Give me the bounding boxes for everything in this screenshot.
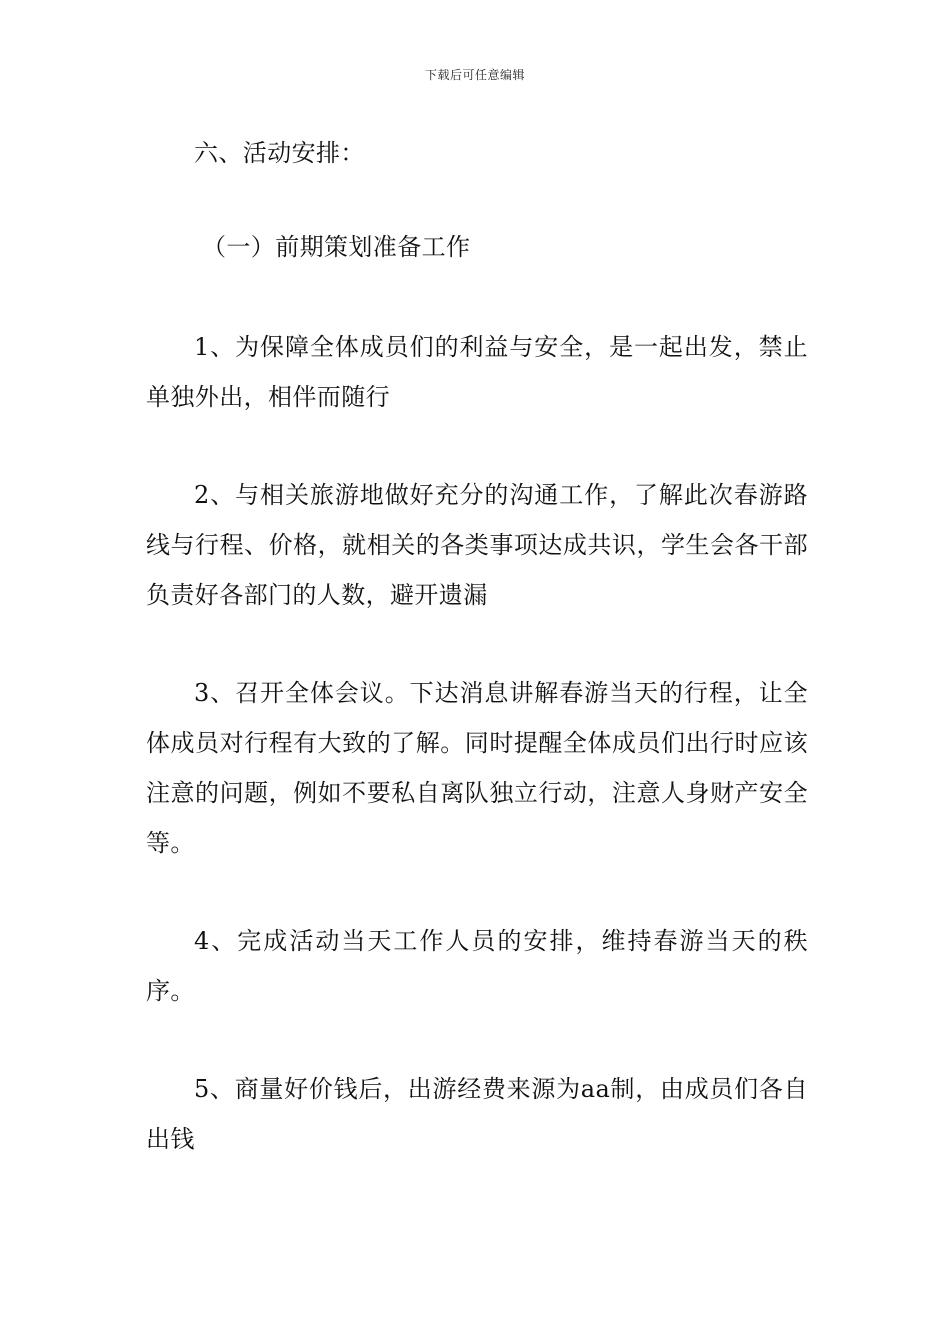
section-heading: 六、活动安排： [194, 139, 365, 167]
list-item: 3、召开全体会议。下达消息讲解春游当天的行程，让全体成员对行程有大致的了解。同时提醒全体成员们出行时应该注意的问题，例如不要私自离队独立行动，注意人身财产安全等。 [146, 679, 808, 857]
list-item: 5、商量好价钱后，出游经费来源为aa制，由成员们各自出钱 [146, 1075, 808, 1153]
subsection-heading: （一）前期策划准备工作 [202, 233, 471, 261]
document-body [146, 128, 808, 1212]
header-note: 下载后可任意编辑 [424, 68, 525, 82]
list-item: 2、与相关旅游地做好充分的沟通工作，了解此次春游路线与行程、价格，就相关的各类事项达成共识，学生会各干部负责好各部门的人数，避开遗漏 [146, 481, 808, 609]
list-item: 1、为保障全体成员们的利益与安全，是一起出发，禁止单独外出，相伴而随行 [146, 333, 808, 411]
list-item: 4、完成活动当天工作人员的安排，维持春游当天的秩序。 [146, 927, 808, 1005]
